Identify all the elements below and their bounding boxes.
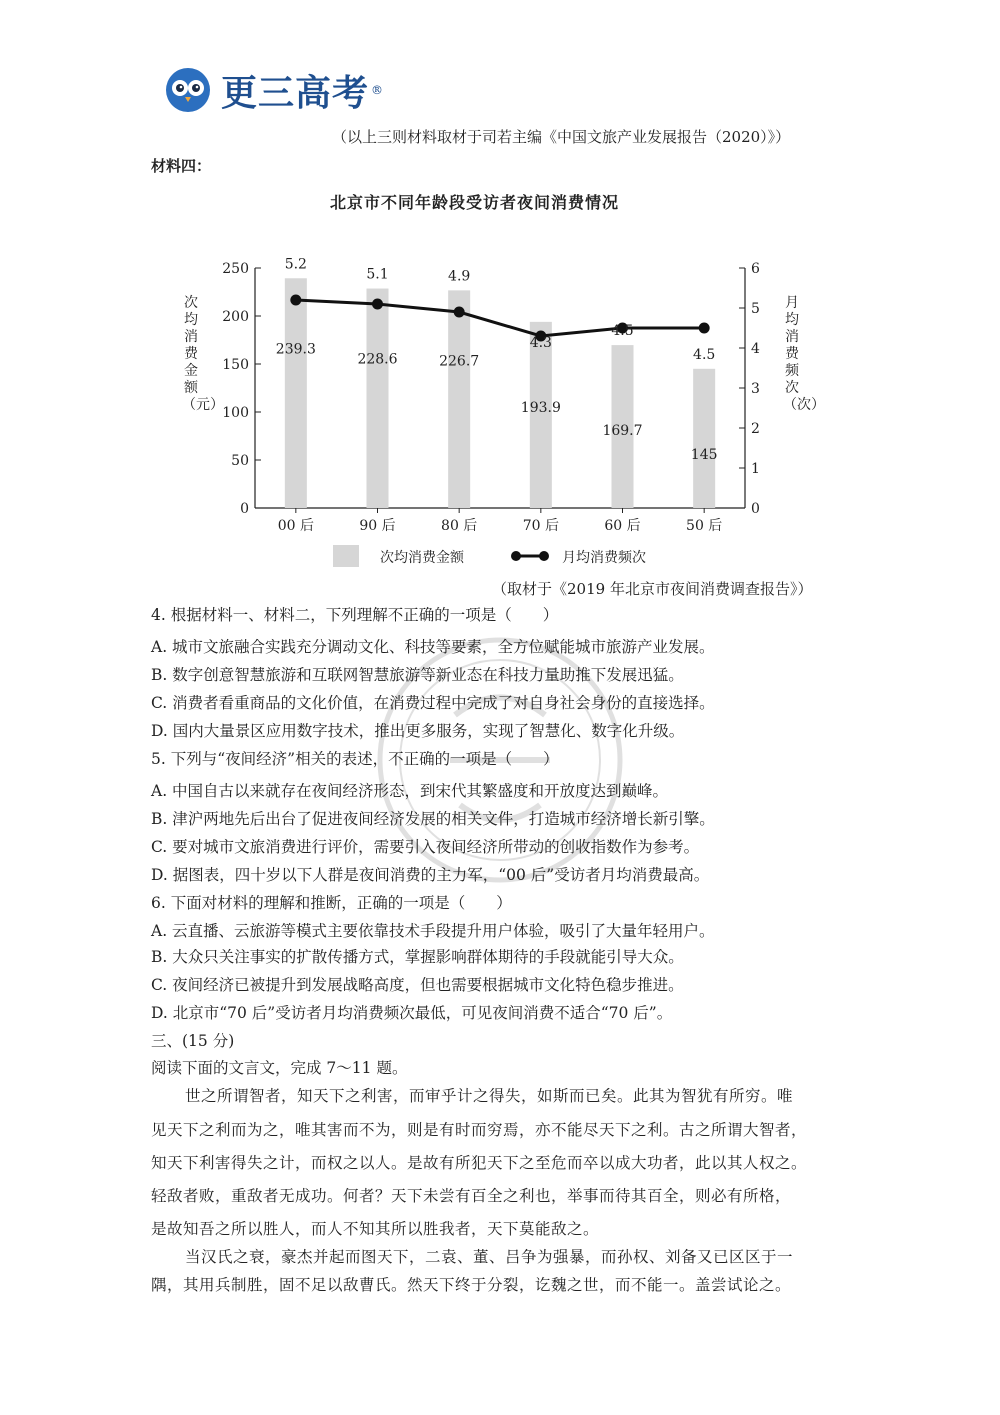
source-citation-top: （以上三则材料取材于司若主编《中国文旅产业发展报告（2020）》）	[332, 128, 791, 146]
x-tick-label: 90 后	[359, 518, 396, 534]
bar-1	[367, 289, 389, 508]
night-consumption-chart	[150, 240, 850, 590]
bar-value-label: 239.3	[275, 341, 316, 358]
chart-title: 北京市不同年龄段受访者夜间消费情况	[330, 193, 620, 212]
question-5-option-c: C. 要对城市文旅消费进行评价，需要引入夜间经济所带动的创收指数作为参考。	[151, 838, 700, 856]
brand-name: 更三高考	[221, 72, 370, 114]
left-tick-label: 0	[240, 501, 249, 517]
question-5-option-a: A. 中国自古以来就存在夜间经济形态，到宋代其繁盛度和开放度达到巅峰。	[151, 782, 669, 800]
x-tick-label: 50 后	[686, 518, 723, 534]
section-3-instruction: 阅读下面的文言文，完成 7～11 题。	[151, 1059, 408, 1077]
bar-2	[448, 290, 470, 508]
frequency-value-label: 4.3	[529, 334, 552, 351]
left-tick-label: 50	[231, 453, 249, 469]
question-6-option-d: D. 北京市“70 后”受访者月均消费频次最低，可见夜间消费不适合“70 后”。	[151, 1004, 673, 1022]
frequency-line	[296, 300, 704, 336]
question-4-option-c: C. 消费者看重商品的文化价值，在消费过程中完成了对自身社会身份的直接选择。	[151, 694, 715, 712]
x-tick-label: 80 后	[441, 518, 478, 534]
frequency-point-2	[454, 307, 465, 318]
left-tick-label: 100	[222, 405, 249, 421]
bar-5	[693, 369, 715, 508]
bar-0	[285, 278, 307, 508]
classical-line-5: 是故知吾之所以胜人，而人不知其所以胜我者，天下莫能敌之。	[151, 1220, 600, 1238]
question-6-option-a: A. 云直播、云旅游等模式主要依靠技术手段提升用户体验，吸引了大量年轻用户。	[151, 922, 715, 940]
owl-logo-icon	[165, 67, 211, 113]
bar-value-label: 193.9	[520, 399, 561, 416]
frequency-value-label: 5.2	[284, 256, 307, 273]
legend-line-label: 月均消费频次	[562, 550, 646, 566]
classical-line-1: 世之所谓智者，知天下之利害，而审乎计之得失，如斯而已矣。此其为智犹有所穷。唯	[185, 1087, 794, 1105]
left-tick-label: 250	[222, 261, 249, 277]
frequency-point-0	[290, 295, 301, 306]
bar-value-label: 226.7	[439, 353, 480, 370]
chart-source-citation: （取材于《2019 年北京市夜间消费调查报告》）	[492, 580, 813, 598]
section-3-heading: 三、(15 分)	[151, 1032, 235, 1050]
x-tick-label: 60 后	[604, 518, 641, 534]
right-axis-title: 月均消费频次（次）	[783, 295, 825, 413]
frequency-point-5	[699, 323, 710, 334]
question-5-option-d: D. 据图表，四十岁以下人群是夜间消费的主力军，“00 后”受访者月均消费最高。	[151, 866, 710, 884]
frequency-value-label: 4.5	[693, 346, 716, 363]
x-tick-label: 70 后	[522, 518, 559, 534]
legend-point-left	[511, 551, 521, 561]
right-tick-label: 2	[751, 421, 760, 437]
bar-value-label: 145	[690, 446, 718, 463]
frequency-point-1	[372, 299, 383, 310]
frequency-value-label: 4.9	[448, 268, 471, 285]
brand-logo	[165, 62, 383, 118]
question-4-option-b: B. 数字创意智慧旅游和互联网智慧旅游等新业态在科技力量助推下发展迅猛。	[151, 666, 684, 684]
right-tick-label: 4	[751, 341, 760, 357]
left-tick-label: 150	[222, 357, 249, 373]
frequency-value-label: 4.5	[611, 323, 634, 340]
right-tick-label: 5	[751, 301, 760, 317]
legend-bar-swatch	[333, 545, 359, 567]
question-4-option-a: A. 城市文旅融合实践充分调动文化、科技等要素，全方位赋能城市旅游产业发展。	[151, 638, 715, 656]
right-tick-label: 3	[751, 381, 760, 397]
right-tick-label: 0	[751, 501, 760, 517]
question-5-stem: 5. 下列与“夜间经济”相关的表述，不正确的一项是（ ）	[151, 750, 559, 768]
registered-mark: ®	[371, 83, 384, 97]
left-axis-title: 次均消费金额（元）	[182, 295, 224, 413]
right-tick-label: 1	[751, 461, 760, 477]
classical-line-7: 隅，其用兵制胜，固不足以敌曹氏。然天下终于分裂，讫魏之世，而不能一。盖尝试论之。	[151, 1276, 792, 1294]
x-tick-label: 00 后	[277, 518, 314, 534]
classical-line-2: 见天下之利而为之，唯其害而不为，则是有时而穷焉，亦不能尽天下之利。古之所谓大智者，	[151, 1121, 808, 1139]
classical-line-3: 知天下利害得失之计，而权之以人。是故有所犯天下之至危而卒以成大功者，此以其人权之。	[151, 1154, 808, 1172]
classical-line-4: 轻敌者败，重敌者无成功。何者？天下未尝有百全之利也，举事而待其百全，则必有所格，	[151, 1187, 792, 1205]
legend-point-right	[539, 551, 549, 561]
right-tick-label: 6	[751, 261, 760, 277]
question-4-option-d: D. 国内大量景区应用数字技术，推出更多服务，实现了智慧化、数字化升级。	[151, 722, 685, 740]
classical-line-6: 当汉氏之衰，豪杰并起而图天下，二袁、董、吕争为强暴，而孙权、刘备又已区区于一	[185, 1248, 794, 1266]
question-4-stem: 4. 根据材料一、材料二，下列理解不正确的一项是（ ）	[151, 606, 559, 624]
question-6-option-b: B. 大众只关注事实的扩散传播方式，掌握影响群体期待的手段就能引导大众。	[151, 948, 684, 966]
bar-value-label: 228.6	[357, 351, 398, 368]
question-5-option-b: B. 津沪两地先后出台了促进夜间经济发展的相关文件，打造城市经济增长新引擎。	[151, 810, 715, 828]
question-6-option-c: C. 夜间经济已被提升到发展战略高度，但也需要根据城市文化特色稳步推进。	[151, 976, 684, 994]
frequency-value-label: 5.1	[366, 266, 389, 283]
left-tick-label: 200	[222, 309, 249, 325]
bar-value-label: 169.7	[602, 423, 643, 440]
legend-bar-label: 次均消费金额	[380, 550, 464, 566]
question-6-stem: 6. 下面对材料的理解和推断，正确的一项是（ ）	[151, 894, 512, 912]
material-four-label: 材料四：	[151, 157, 212, 175]
